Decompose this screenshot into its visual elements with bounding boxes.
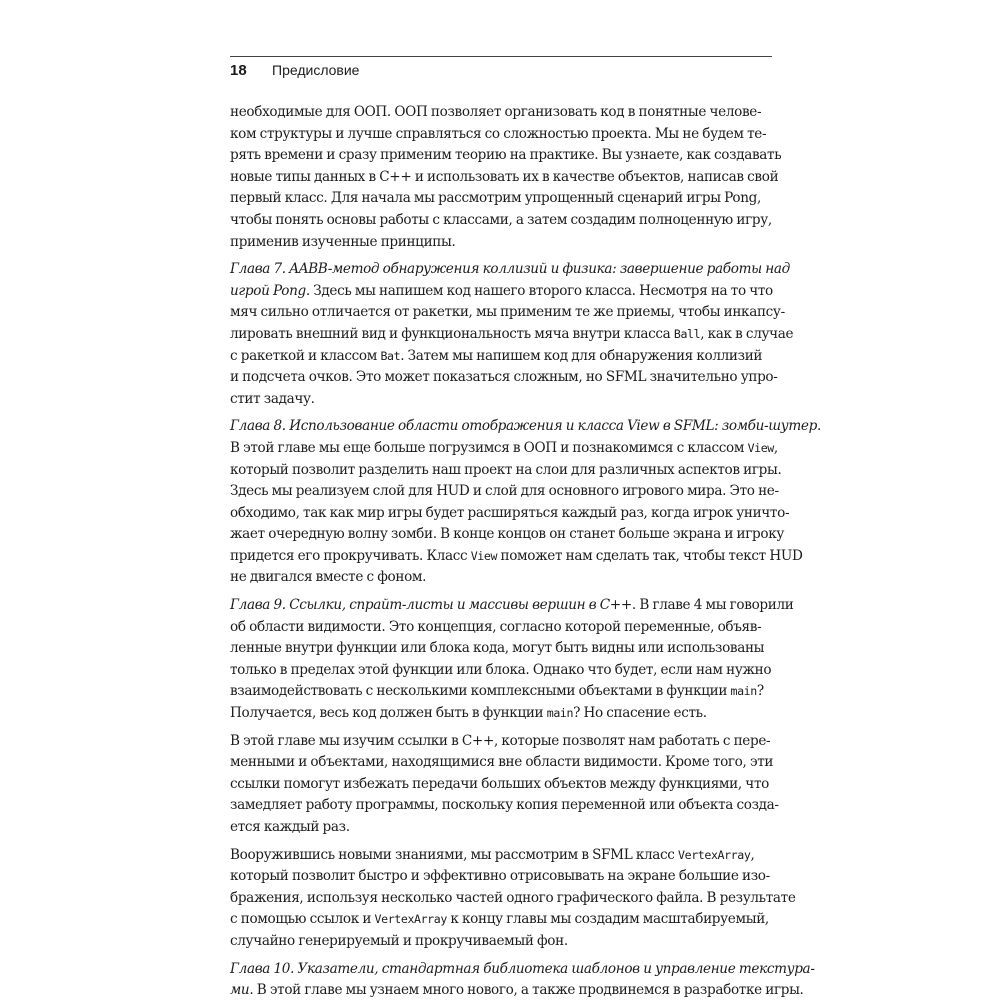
text-run: взаимодействовать с несколькими комплексными объектами в функции: [230, 683, 731, 700]
text-run: ,: [773, 439, 778, 456]
text-run: ется каждый раз.: [230, 819, 350, 835]
text-run: Вооружившись новыми знаниями, мы рассмотрим в SFML класс: [230, 846, 679, 863]
text-run: рять времени и сразу применим теорию на практике. Вы узнаете, как создавать: [230, 147, 782, 164]
text-run: применив изученные принципы.: [230, 233, 456, 250]
text-line: [230, 481, 779, 503]
text-run: поможет нам сделать так, чтобы текст HUD: [497, 547, 803, 564]
running-head: Предисловие: [272, 62, 360, 78]
text-run: случайно генерируемый и прокручиваемый фон.: [230, 932, 568, 949]
chapter-title: ми: [230, 982, 250, 999]
text-run: ленные внутри функции или блока кода, могут быть видны или использованы: [230, 640, 765, 657]
page-header: [230, 56, 772, 85]
text-run: . В этой главе мы узнаем много нового, а также продвинемся в разработке игры.: [249, 982, 804, 999]
text-run: . Здесь мы напишем код нашего второго класса. Несмотря на то что: [305, 282, 773, 299]
text-line: [230, 752, 772, 774]
text-line: [230, 102, 772, 124]
text-line: [230, 438, 778, 460]
text-line: [230, 389, 772, 411]
paragraph: [230, 845, 796, 953]
paragraph: [230, 416, 821, 589]
text-line: [230, 124, 772, 146]
text-line: [230, 567, 772, 589]
code-identifier: Bat: [380, 348, 401, 363]
text-line: [230, 324, 794, 346]
text-run: с ракеткой и классом: [230, 347, 381, 364]
text-line: [230, 980, 804, 1002]
text-run: необходимые для ООП. ООП позволяет организовать код в понятные челове-: [230, 104, 762, 120]
text-run: к концу главы мы создадим масштабируемый,: [446, 911, 769, 928]
code-identifier: Ball: [673, 326, 701, 341]
text-line: [230, 145, 782, 167]
text-line: [230, 866, 772, 888]
code-identifier: VertexArray: [374, 912, 447, 927]
chapter-title: Глава 7. AABB-метод обнаружения коллизий и физика: завершение работы над: [230, 261, 790, 278]
text-run: замедляет работу программы, поскольку копия переменной или объекта созда-: [230, 797, 779, 814]
text-line: [230, 888, 796, 910]
text-line: [230, 795, 779, 817]
text-line: [230, 731, 772, 753]
chapter-title: Глава 10. Указатели, стандартная библиотека шаблонов и управление текстура-: [230, 960, 815, 977]
text-run: . Затем мы напишем код для обнаружения коллизий: [400, 347, 763, 364]
text-run: ком структуры и лучше справляться со сложностью проекта. Мы не будем те-: [230, 125, 767, 142]
text-run: В этой главе мы еще больше погрузимся в ООП и познакомимся с классом: [230, 439, 748, 456]
text-line: [230, 617, 772, 639]
code-identifier: View: [470, 548, 498, 563]
chapter-title: игрой Pong: [230, 282, 306, 299]
text-line: [230, 817, 772, 839]
text-line: [230, 346, 772, 368]
page-number: 18: [230, 62, 247, 79]
text-line: [230, 845, 772, 867]
text-line: [230, 703, 772, 725]
text-run: ,: [750, 846, 755, 863]
text-run: В этой главе мы изучим ссылки в С++, которые позволят нам работать с пере-: [230, 732, 771, 749]
text-run: который позволит быстро и эффективно отрисовывать на экране большие изо-: [230, 868, 770, 885]
text-line: [230, 660, 772, 682]
text-run: ? Но спасение есть.: [573, 705, 707, 722]
text-line: [230, 681, 772, 703]
text-run: и подсчета очков. Это может показаться сложным, но SFML значительно упро-: [230, 369, 778, 386]
text-run: первый класс. Для начала мы рассмотрим упрощенный сценарий игры Pong,: [230, 190, 761, 207]
text-line: [230, 959, 815, 981]
code-identifier: View: [747, 440, 774, 455]
text-run: с помощью ссылок и: [230, 911, 375, 928]
paragraph: [230, 259, 794, 410]
text-run: мяч сильно отличается от ракетки, мы применим те же приемы, чтобы инкапсу-: [230, 304, 785, 321]
text-run: . В главе 4 мы говорили: [631, 597, 794, 614]
code-identifier: main: [546, 706, 574, 721]
chapter-title: Глава 9. Ссылки, спрайт-листы и массивы вершин в С++: [230, 597, 632, 614]
text-run: бражения, используя несколько частей одного графического файла. В результате: [230, 889, 796, 906]
text-line: [230, 281, 772, 303]
text-line: [230, 259, 790, 281]
text-run: новые типы данных в С++ и использовать их в качестве объектов, написав свой: [230, 168, 779, 185]
text-run: чтобы понять основы работы с классами, а затем создадим полноценную игру,: [230, 211, 772, 228]
text-run: жает очередную волну зомби. В конце концов он станет больше экрана и игроку: [230, 526, 785, 543]
body-text: [230, 102, 821, 1002]
chapter-title: Глава 8. Использование области отображения и класса View в SFML: зомби-шутер: [230, 418, 817, 435]
text-line: [230, 188, 772, 210]
text-run: лировать внешний вид и функциональность мяча внутри класса: [230, 325, 674, 342]
paragraph: [230, 595, 794, 725]
text-run: не двигался вместе с фоном.: [230, 569, 427, 586]
text-line: [230, 210, 772, 232]
text-line: [230, 524, 785, 546]
text-line: [230, 638, 772, 660]
text-run: стит задачу.: [230, 390, 315, 407]
code-identifier: VertexArray: [678, 847, 751, 862]
text-run: обходимо, так как мир игры будет расширяться каждый раз, когда игрок уничто-: [230, 504, 790, 521]
text-line: [230, 503, 790, 525]
text-line: [230, 595, 794, 617]
text-line: [230, 232, 772, 254]
text-line: [230, 460, 782, 482]
paragraph: [230, 731, 779, 839]
code-identifier: main: [730, 684, 757, 699]
text-run: Получается, весь код должен быть в функции: [230, 705, 547, 722]
text-run: .: [816, 418, 821, 435]
text-run: ссылки помогут избежать передачи больших объектов между функциями, что: [230, 775, 769, 792]
text-line: [230, 546, 803, 568]
paragraph: [230, 959, 815, 1002]
text-line: [230, 302, 785, 324]
text-run: только в пределах этой функции или блока. Однако что будет, если нам нужно: [230, 661, 772, 678]
text-line: [230, 167, 779, 189]
text-line: [230, 416, 821, 438]
text-run: который позволит разделить наш проект на слои для различных аспектов игры.: [230, 461, 782, 478]
paragraph: [230, 102, 782, 253]
text-run: , как в случае: [700, 325, 794, 342]
text-line: [230, 909, 772, 931]
text-line: [230, 367, 778, 389]
text-line: [230, 931, 772, 953]
text-line: [230, 774, 772, 796]
text-run: Здесь мы реализуем слой для HUD и слой для основного игрового мира. Это не-: [230, 483, 779, 500]
text-run: об области видимости. Это концепция, согласно которой переменные, объяв-: [230, 618, 762, 635]
text-run: ?: [756, 683, 764, 700]
text-run: менными и объектами, находящимися вне области видимости. Кроме того, эти: [230, 754, 774, 771]
text-run: придется его прокручивать. Класс: [230, 547, 471, 564]
